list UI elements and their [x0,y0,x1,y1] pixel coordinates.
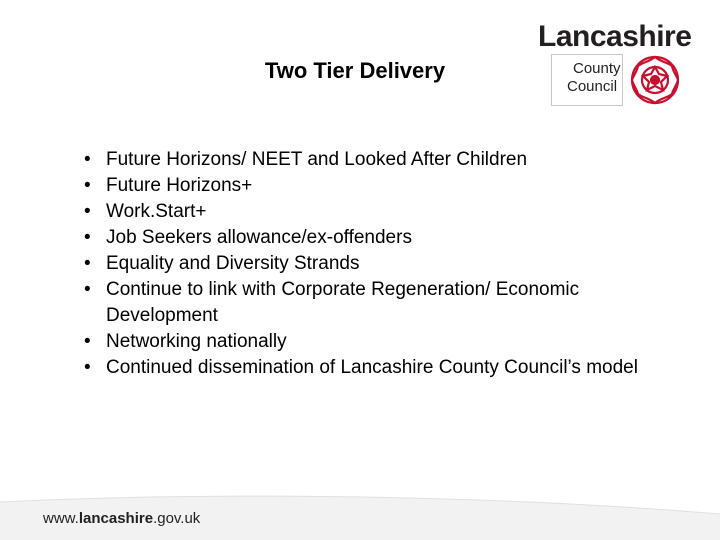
bullet-item [84,355,684,381]
bullet-list [84,147,684,381]
footer-website-link[interactable] [43,510,200,527]
bullet-text: Networking nationally [106,331,287,352]
bullet-text: Job Seekers allowance/ex-offenders [106,227,412,248]
bullet-dot: • [84,149,91,170]
footer-url-prefix: www. [43,510,79,527]
logo-line-county: County [573,60,621,77]
bullet-text: Continued dissemination of Lancashire County Council’s model [106,357,638,378]
bullet-dot: • [84,279,91,300]
bullet-dot: • [84,227,91,248]
bullet-item [84,251,684,277]
bullet-item [84,329,684,355]
bullet-item [84,199,684,225]
bullet-item [84,277,684,329]
bullet-item [84,173,684,199]
bullet-text: Work.Start+ [106,201,207,222]
bullet-dot: • [84,201,91,222]
footer-url-suffix: .gov.uk [153,510,201,527]
bullet-text: Future Horizons/ NEET and Looked After Children [106,149,528,170]
bullet-dot: • [84,331,91,352]
bullet-dot: • [84,357,91,378]
bullet-item [84,225,684,251]
bullet-item [84,147,684,173]
bullet-dot: • [84,253,91,274]
bullet-text: Future Horizons+ [106,175,253,196]
logo-wordmark: Lancashire [538,20,692,53]
lancashire-county-council-logo [533,20,698,110]
footer-url-domain: lancashire [78,510,154,527]
logo-line-council: Council [567,78,618,95]
bullet-text: Equality and Diversity Strands [106,253,360,274]
bullet-text: Continue to link with Corporate Regeneration/ Economic Development [106,279,580,326]
red-rose-icon [627,52,683,108]
slide-title: Two Tier Delivery [264,58,446,83]
bullet-dot: • [84,175,91,196]
